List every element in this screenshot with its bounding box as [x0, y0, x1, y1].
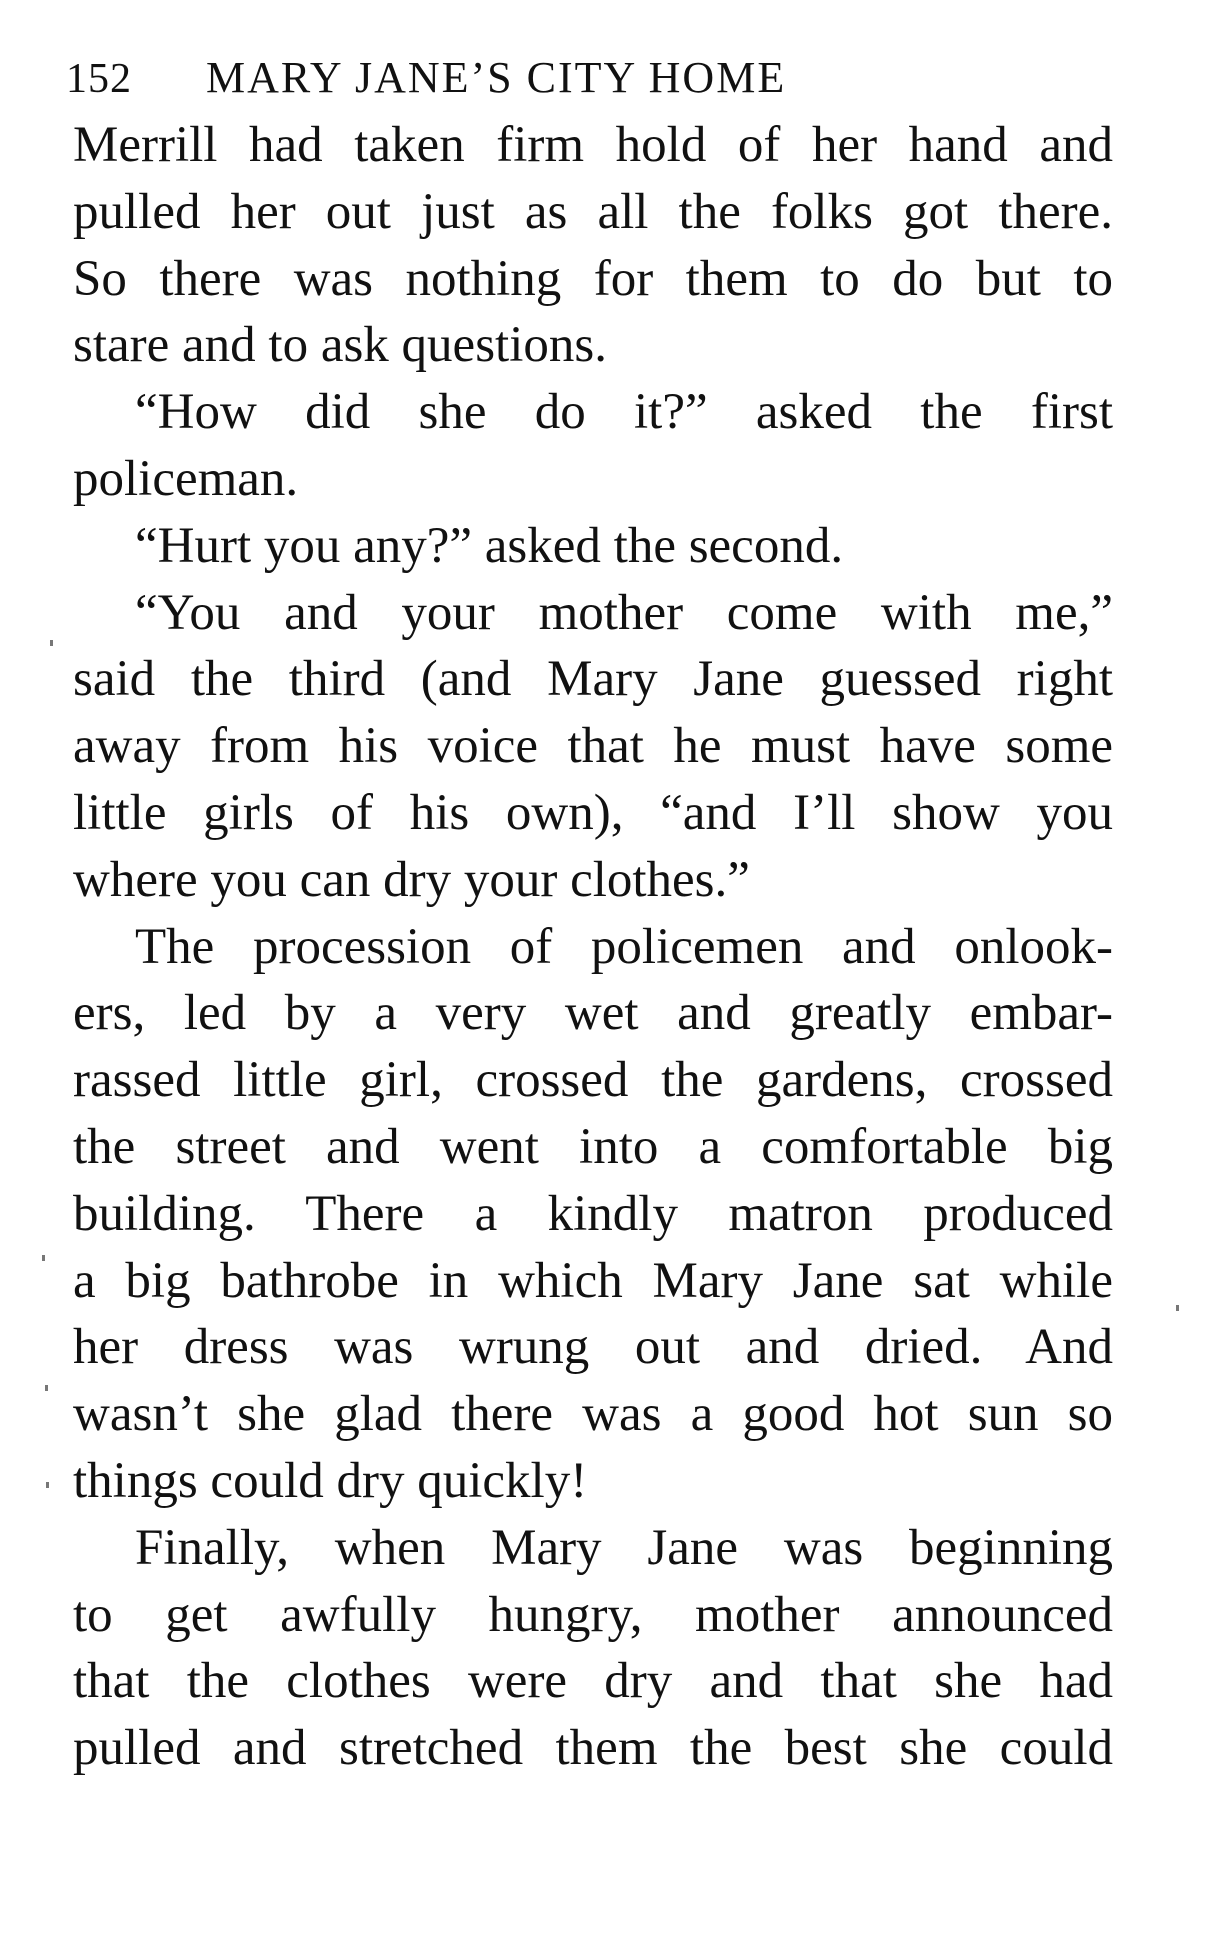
text-line: building. There a kindly matron produced	[73, 1185, 1113, 1242]
scan-speck	[50, 640, 53, 646]
text-line: stare and to ask questions.	[73, 317, 607, 374]
scan-speck	[46, 1482, 49, 1488]
text-line: her dress was wrung out and dried. And	[73, 1319, 1113, 1376]
scan-speck	[45, 1385, 48, 1391]
text-line: a big bathrobe in which Mary Jane sat while	[73, 1252, 1113, 1309]
text-line: pulled her out just as all the folks got there.	[73, 183, 1113, 240]
scan-speck	[42, 1255, 45, 1261]
page-number: 152	[66, 56, 132, 102]
text-line: rassed little girl, crossed the gardens, crossed	[73, 1052, 1113, 1109]
text-line: away from his voice that he must have some	[73, 718, 1113, 775]
text-line: Merrill had taken firm hold of her hand and	[73, 117, 1113, 173]
text-line: ers, led by a very wet and greatly embar-	[73, 985, 1113, 1042]
text-line: “How did she do it?” asked the first	[135, 384, 1113, 441]
running-head	[66, 52, 966, 112]
text-line: So there was nothing for them to do but to	[73, 250, 1113, 307]
text-line: The procession of policemen and onlook-	[135, 918, 1113, 975]
text-line: things could dry quickly!	[73, 1452, 588, 1509]
text-line: policeman.	[73, 450, 299, 507]
text-line: the street and went into a comfortable big	[73, 1118, 1113, 1175]
text-line: said the third (and Mary Jane guessed right	[73, 651, 1113, 708]
text-line: little girls of his own), “and I’ll show you	[73, 784, 1113, 841]
book-title: MARY JANE’S CITY HOME	[206, 53, 787, 102]
text-line: where you can dry your clothes.”	[73, 851, 750, 908]
text-line: pulled and stretched them the best she could	[73, 1720, 1113, 1777]
text-line: “Hurt you any?” asked the second.	[135, 517, 844, 574]
text-line: that the clothes were dry and that she had	[73, 1653, 1113, 1710]
text-line: “You and your mother come with me,”	[135, 584, 1113, 641]
text-line: to get awfully hungry, mother announced	[73, 1586, 1113, 1643]
body-text	[73, 112, 1113, 1782]
text-line: wasn’t she glad there was a good hot sun so	[73, 1386, 1113, 1443]
text-line: Finally, when Mary Jane was beginning	[135, 1519, 1113, 1576]
scan-speck	[1176, 1305, 1179, 1311]
